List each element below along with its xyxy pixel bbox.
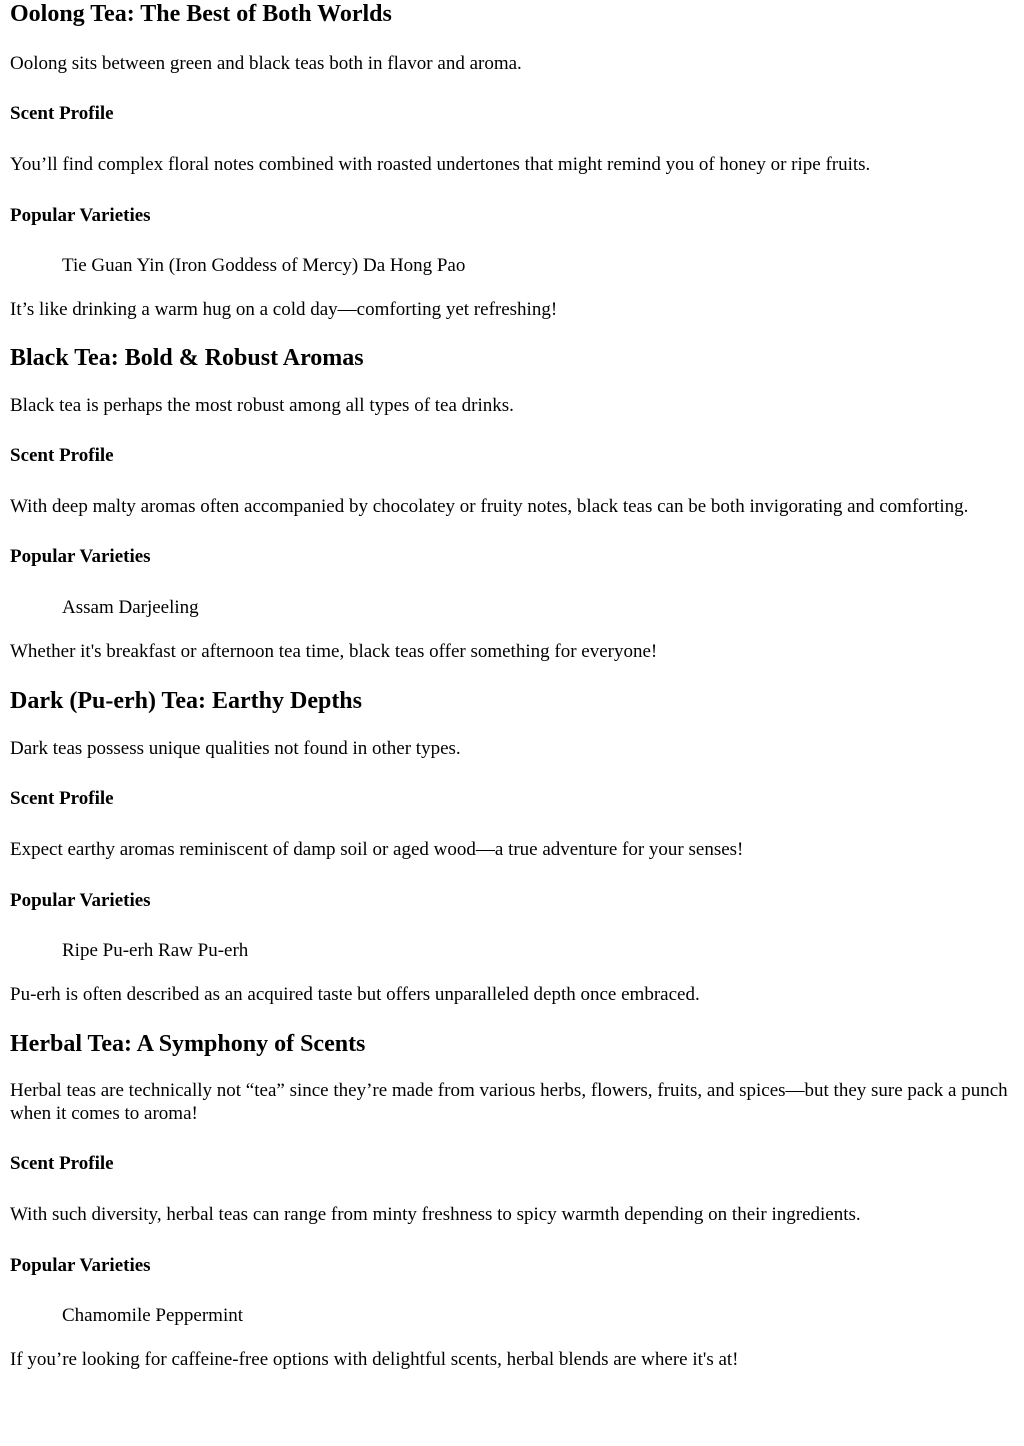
section-intro-dark: Dark teas possess unique qualities not found in other types.: [10, 738, 461, 759]
section-closing-oolong: It’s like drinking a warm hug on a cold day—comforting yet refreshing!: [10, 299, 558, 320]
scent-profile-heading-oolong: Scent Profile: [10, 103, 114, 124]
scent-profile-heading-black: Scent Profile: [10, 445, 114, 466]
popular-varieties-heading-dark: Popular Varieties: [10, 890, 151, 911]
scent-profile-text-herbal: With such diversity, herbal teas can range from minty freshness to spicy warmth depending on their ingredients.: [10, 1204, 861, 1225]
section-intro-oolong: Oolong sits between green and black teas both in flavor and aroma.: [10, 53, 522, 74]
variety-item: Ripe Pu-erh: [62, 940, 154, 961]
variety-item: Assam: [62, 597, 114, 618]
popular-varieties-heading-black: Popular Varieties: [10, 546, 151, 567]
variety-item: Raw Pu-erh: [158, 940, 249, 961]
section-intro-herbal: Herbal teas are technically not “tea” since they’re made from various herbs, flowers, fruits, and spices—but they sure pack a punch when it comes to aroma!: [10, 1080, 1008, 1124]
scent-profile-heading-herbal: Scent Profile: [10, 1153, 114, 1174]
section-title-herbal: Herbal Tea: A Symphony of Scents: [10, 1031, 366, 1057]
varieties-list-oolong: [10, 254, 1014, 277]
section-closing-herbal: If you’re looking for caffeine-free options with delightful scents, herbal blends are where it's at!: [10, 1349, 739, 1370]
section-title-dark: Dark (Pu-erh) Tea: Earthy Depths: [10, 688, 362, 714]
section-closing-dark: Pu-erh is often described as an acquired taste but offers unparalleled depth once embraced.: [10, 984, 700, 1005]
section-intro-black: Black tea is perhaps the most robust among all types of tea drinks.: [10, 395, 514, 416]
section-title-black: Black Tea: Bold & Robust Aromas: [10, 345, 364, 371]
variety-item: Peppermint: [155, 1305, 244, 1326]
section-closing-black: Whether it's breakfast or afternoon tea time, black teas offer something for everyone!: [10, 641, 658, 662]
scent-profile-text-black: With deep malty aromas often accompanied by chocolatey or fruity notes, black teas can be both invigorating and comforting.: [10, 496, 969, 517]
varieties-list-herbal: [10, 1304, 1014, 1327]
variety-item: Darjeeling: [118, 597, 199, 618]
popular-varieties-heading-herbal: Popular Varieties: [10, 1255, 151, 1276]
varieties-list-black: [10, 596, 1014, 619]
scent-profile-text-dark: Expect earthy aromas reminiscent of damp soil or aged wood—a true adventure for your senses!: [10, 839, 744, 860]
scent-profile-text-oolong: You’ll find complex floral notes combined with roasted undertones that might remind you of honey or ripe fruits.: [10, 154, 871, 175]
variety-item: Chamomile: [62, 1305, 151, 1326]
variety-item: Da Hong Pao: [362, 255, 466, 276]
popular-varieties-heading-oolong: Popular Varieties: [10, 205, 151, 226]
varieties-list-dark: [10, 939, 1014, 962]
scent-profile-heading-dark: Scent Profile: [10, 788, 114, 809]
section-title-oolong: Oolong Tea: The Best of Both Worlds: [10, 1, 392, 27]
variety-item: Tie Guan Yin (Iron Goddess of Mercy): [62, 255, 359, 276]
